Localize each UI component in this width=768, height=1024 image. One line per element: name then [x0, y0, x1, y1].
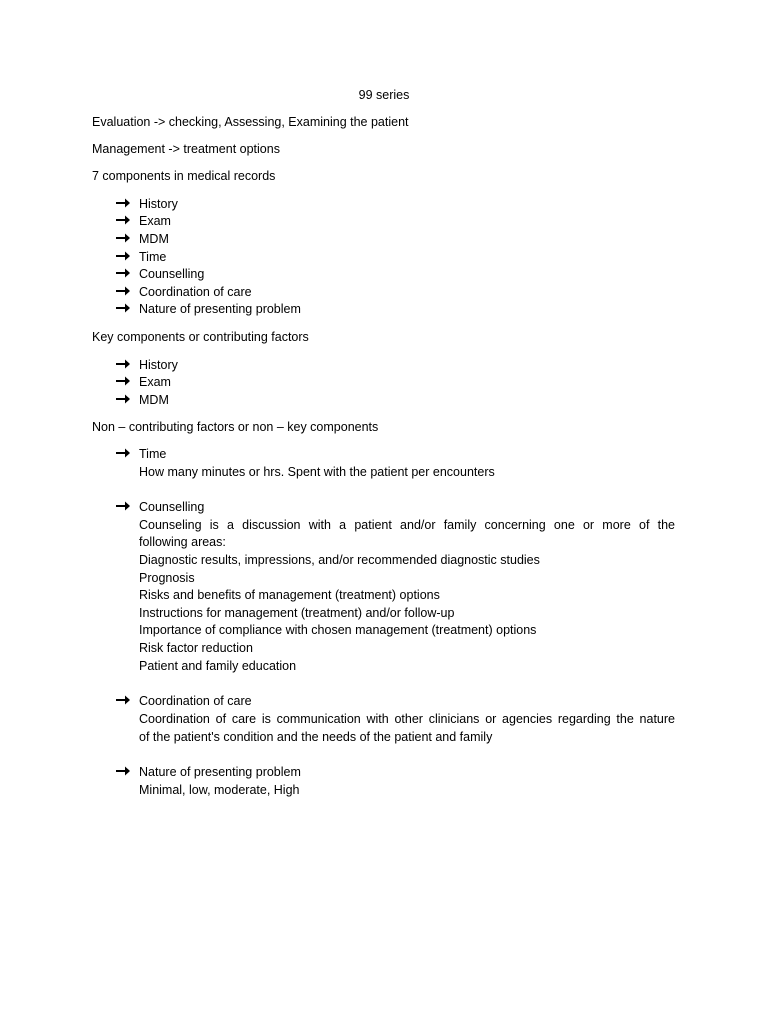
right-arrow-icon: [116, 375, 130, 387]
list-item: Coordination of care: [139, 285, 252, 299]
list-item: Counselling: [139, 267, 205, 281]
list-item: MDM: [139, 232, 169, 246]
right-arrow-icon: [116, 197, 130, 209]
coordination-label: Coordination of care: [139, 694, 252, 708]
document-title: 99 series: [358, 88, 410, 102]
list-item: Time: [139, 250, 167, 264]
right-arrow-icon: [116, 393, 130, 405]
time-description: How many minutes or hrs. Spent with the patient per encounters: [139, 465, 495, 479]
counselling-area: Risk factor reduction: [139, 641, 253, 655]
key-components-heading: Key components or contributing factors: [92, 330, 309, 344]
list-item: MDM: [139, 393, 169, 407]
right-arrow-icon: [116, 447, 130, 459]
right-arrow-icon: [116, 302, 130, 314]
nature-description: Minimal, low, moderate, High: [139, 783, 300, 797]
medical-records-heading: 7 components in medical records: [92, 169, 276, 183]
right-arrow-icon: [116, 765, 130, 777]
nature-label: Nature of presenting problem: [139, 765, 301, 779]
right-arrow-icon: [116, 232, 130, 244]
right-arrow-icon: [116, 250, 130, 262]
counselling-area: Risks and benefits of management (treatment) options: [139, 588, 440, 602]
time-label: Time: [139, 447, 167, 461]
counselling-label: Counselling: [139, 500, 205, 514]
counselling-area: Prognosis: [139, 571, 195, 585]
coordination-description-end: of the patient's condition and the needs of the patient and family: [139, 730, 493, 744]
right-arrow-icon: [116, 267, 130, 279]
right-arrow-icon: [116, 285, 130, 297]
counselling-area: Patient and family education: [139, 659, 297, 673]
counselling-area: Diagnostic results, impressions, and/or recommended diagnostic studies: [139, 553, 540, 567]
evaluation-line: Evaluation -> checking, Assessing, Examining the patient: [92, 115, 409, 129]
list-item: History: [139, 358, 178, 372]
right-arrow-icon: [116, 500, 130, 512]
list-item: History: [139, 197, 178, 211]
counselling-description-end: following areas:: [139, 535, 226, 549]
coordination-description: Coordination of care is communication with other clinicians or agencies regarding the nature: [139, 712, 675, 726]
list-item: Nature of presenting problem: [139, 302, 301, 316]
counselling-area: Instructions for management (treatment) and/or follow-up: [139, 606, 455, 620]
right-arrow-icon: [116, 694, 130, 706]
right-arrow-icon: [116, 214, 130, 226]
counselling-area: Importance of compliance with chosen management (treatment) options: [139, 623, 537, 637]
list-item: Exam: [139, 214, 171, 228]
non-contributing-heading: Non – contributing factors or non – key components: [92, 420, 379, 434]
counselling-description: Counseling is a discussion with a patient and/or family concerning one or more of the: [139, 518, 675, 532]
right-arrow-icon: [116, 358, 130, 370]
management-line: Management -> treatment options: [92, 142, 280, 156]
list-item: Exam: [139, 375, 171, 389]
